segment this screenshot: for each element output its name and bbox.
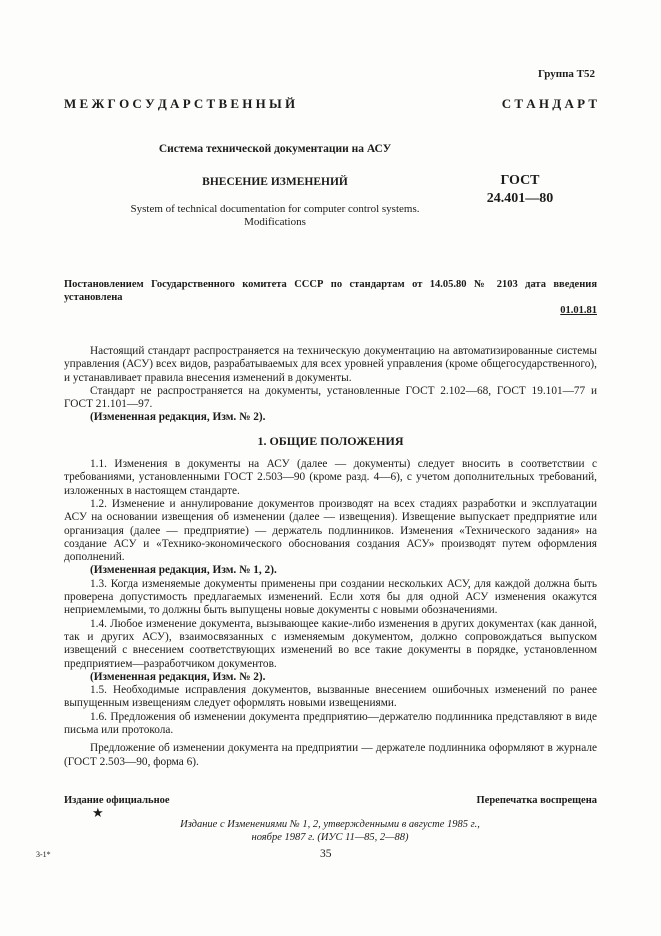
star-icon: ★ (92, 805, 104, 820)
paragraph-exclusions: Стандарт не распространяется на документы, установленные ГОСТ 2.102—68, ГОСТ 19.101—77 и ГОСТ 21.101—97. (64, 384, 597, 411)
introduction-date: 01.01.81 (560, 305, 597, 316)
page-number: 35 (320, 848, 332, 860)
gost-number (470, 172, 570, 208)
paragraph-scope: Настоящий стандарт распространяется на техническую документацию на автоматизированные системы управления (АСУ) всех видов, разрабатываемых для всех уровней управления (кроме общегосударственного), и устанавливает правила внесения изменений в документы. (64, 345, 597, 384)
paragraph-1-2: 1.2. Изменение и аннулирование документов производят на всех стадиях разработки и эксплуатации АСУ на основании извещения об изменении (далее — извещения). Извещение выпускает предприятие или организация (далее — предприятие) — держатель подлинников. Изменения «Технического задания» на создание АСУ и «Технико-экономического обоснования создания АСУ» производят путем оформления дополнений. (64, 497, 597, 564)
banner-interstate: М Е Ж Г О С У Д А Р С Т В Е Н Н Ы Й (64, 96, 296, 111)
edition-note (130, 818, 530, 844)
revision-note: (Измененная редакция, Изм. № 1, 2). (90, 564, 277, 577)
edition-note-line2: ноябре 1987 г. (ИУС 11—85, 2—88) (251, 832, 409, 843)
document-body (64, 345, 597, 769)
system-title: Система технической документации на АСУ (158, 143, 392, 155)
document-title: ВНЕСЕНИЕ ИЗМЕНЕНИЙ (202, 176, 348, 188)
paragraph-1-6: 1.6. Предложения об изменении документа предприятию—держателю подлинника представляют в виде письма или протокола. (64, 710, 597, 737)
english-title-line1: System of technical documentation for computer control systems. (130, 203, 420, 215)
print-code: 3-1* (36, 850, 51, 859)
revision-note: (Измененная редакция, Изм. № 2). (90, 411, 266, 424)
revision-note: (Измененная редакция, Изм. № 2). (90, 670, 266, 683)
reprint-prohibited-label: Перепечатка воспрещена (476, 795, 597, 806)
group-label: Группа Т52 (537, 68, 595, 80)
paragraph-1-6-journal: Предложение об изменении документа на предприятии — держателе подлинника оформляют в журнале (ГОСТ 2.503—90, форма 6). (64, 742, 597, 768)
paragraph-1-3: 1.3. Когда изменяемые документы применены при создании нескольких АСУ, для каждой должна быть проверена допустимость предлагаемых изменений. Если хотя бы для одной АСУ изменения окажутся неприемлемыми, то должны быть выпущены новые документы с новыми обозначениями. (64, 577, 597, 617)
paragraph-1-4: 1.4. Любое изменение документа, вызывающее какие-либо изменения в других документах (как данной, так и других АСУ), взаимосвязанных с изменяемым документом, должно сопровождаться выпуском извещений с внесением соответствующих изменений во все такие документы в порядке, установленном предприятием—разработчиком документов. (64, 617, 597, 670)
english-title (100, 203, 450, 229)
gost-label: ГОСТ (500, 173, 540, 188)
gost-code: 24.401—80 (486, 191, 554, 206)
paragraph-1-5: 1.5. Необходимые исправления документов, вызванные внесением ошибочных изменений по ранее выпущенным извещениям следует оформлять новыми извещениями. (64, 684, 597, 710)
decree-text: Постановлением Государственного комитета СССР по стандартам от 14.05.80 № 2103 дата введения установлена (64, 279, 597, 303)
standard-banner (64, 96, 597, 112)
paragraph-1-1: 1.1. Изменения в документы на АСУ (далее — документы) следует вносить в соответствии с требованиями, установленными ГОСТ 2.503—90 (кроме разд. 4—6), с учетом дополнительных требований, изложенных в настоящем стандарте. (64, 458, 597, 497)
section-heading: 1. ОБЩИЕ ПОЛОЖЕНИЯ (257, 433, 404, 448)
english-title-line2: Modifications (244, 216, 306, 228)
edition-note-line1: Издание с Изменениями № 1, 2, утвержденными в августе 1985 г., (180, 819, 480, 830)
official-edition-label: Издание официальное (64, 795, 170, 806)
banner-standard: С Т А Н Д А Р Т (501, 96, 597, 111)
